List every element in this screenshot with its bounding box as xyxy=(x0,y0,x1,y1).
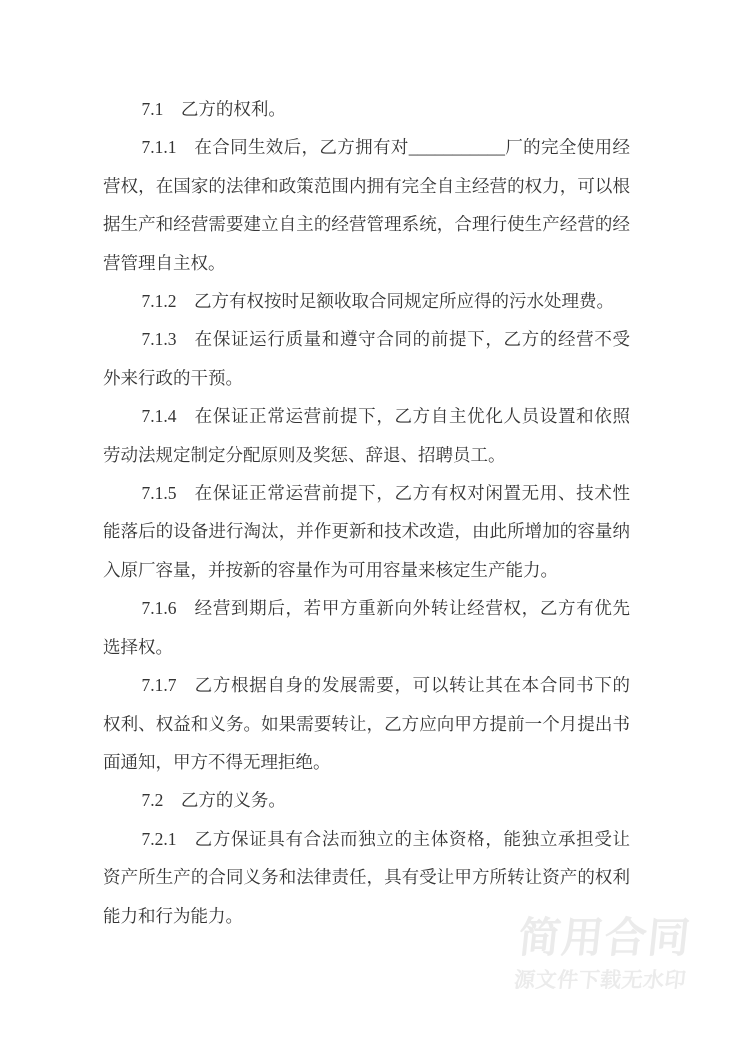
contract-clause xyxy=(103,128,630,282)
contract-clause xyxy=(103,282,630,320)
clause-text: 在保证运行质量和遵守合同的前提下，乙方的经营不受外来行政的干预。 xyxy=(103,329,630,388)
clause-number: 7.2 xyxy=(141,790,164,811)
clause-text: 在合同生效后，乙方拥有对___________厂的完全使用经营权，在国家的法律和政策范围内拥有完全自主经营的权力，可以根据生产和经营需要建立自主的经营管理系统，合理行使生产经营的经营管理自主权。 xyxy=(103,137,630,273)
clause-text: 在保证正常运营前提下，乙方自主优化人员设置和依照劳动法规定制定分配原则及奖惩、辞退、招聘员工。 xyxy=(103,406,630,465)
clause-number: 7.1.5 xyxy=(141,483,177,504)
clause-text: 乙方根据自身的发展需要，可以转让其在本合同书下的权利、权益和义务。如果需要转让，乙方应向甲方提前一个月提出书面通知，甲方不得无理拒绝。 xyxy=(103,675,630,772)
contract-body xyxy=(103,90,630,935)
clause-number: 7.1.2 xyxy=(141,291,177,312)
clause-text: 乙方有权按时足额收取合同规定所应得的污水处理费。 xyxy=(194,291,614,312)
watermark-subtitle: 源文件下载无水印 xyxy=(512,969,688,992)
clause-text: 乙方的权利。 xyxy=(180,99,286,119)
clause-number: 7.1.4 xyxy=(141,406,177,427)
clause-number: 7.1.6 xyxy=(141,598,177,619)
clause-text: 乙方保证具有合法而独立的主体资格，能独立承担受让资产所生产的合同义务和法律责任，具有受让甲方所转让资产的权利能力和行为能力。 xyxy=(103,828,630,926)
contract-clause xyxy=(103,397,630,474)
clause-number: 7.1.7 xyxy=(141,675,177,696)
clause-text: 经营到期后，若甲方重新向外转让经营权，乙方有优先选择权。 xyxy=(103,598,630,657)
clause-number: 7.1.3 xyxy=(141,329,177,350)
clause-number: 7.1 xyxy=(141,99,164,119)
contract-clause xyxy=(103,781,630,819)
contract-clause xyxy=(103,589,630,666)
contract-clause xyxy=(103,320,630,397)
clause-number: 7.2.1 xyxy=(141,828,177,849)
contract-clause xyxy=(103,90,630,128)
contract-clause xyxy=(103,474,630,589)
watermark-title: 简用合同 xyxy=(516,914,694,961)
clause-text: 在保证正常运营前提下，乙方有权对闲置无用、技术性能落后的设备进行淘汰，并作更新和技术改造，由此所增加的容量纳入原厂容量，并按新的容量作为可用容量来核定生产能力。 xyxy=(103,483,630,580)
clause-number: 7.1.1 xyxy=(141,137,177,158)
clause-text: 乙方的义务。 xyxy=(180,790,286,811)
contract-clause xyxy=(103,820,630,935)
contract-clause xyxy=(103,666,630,781)
